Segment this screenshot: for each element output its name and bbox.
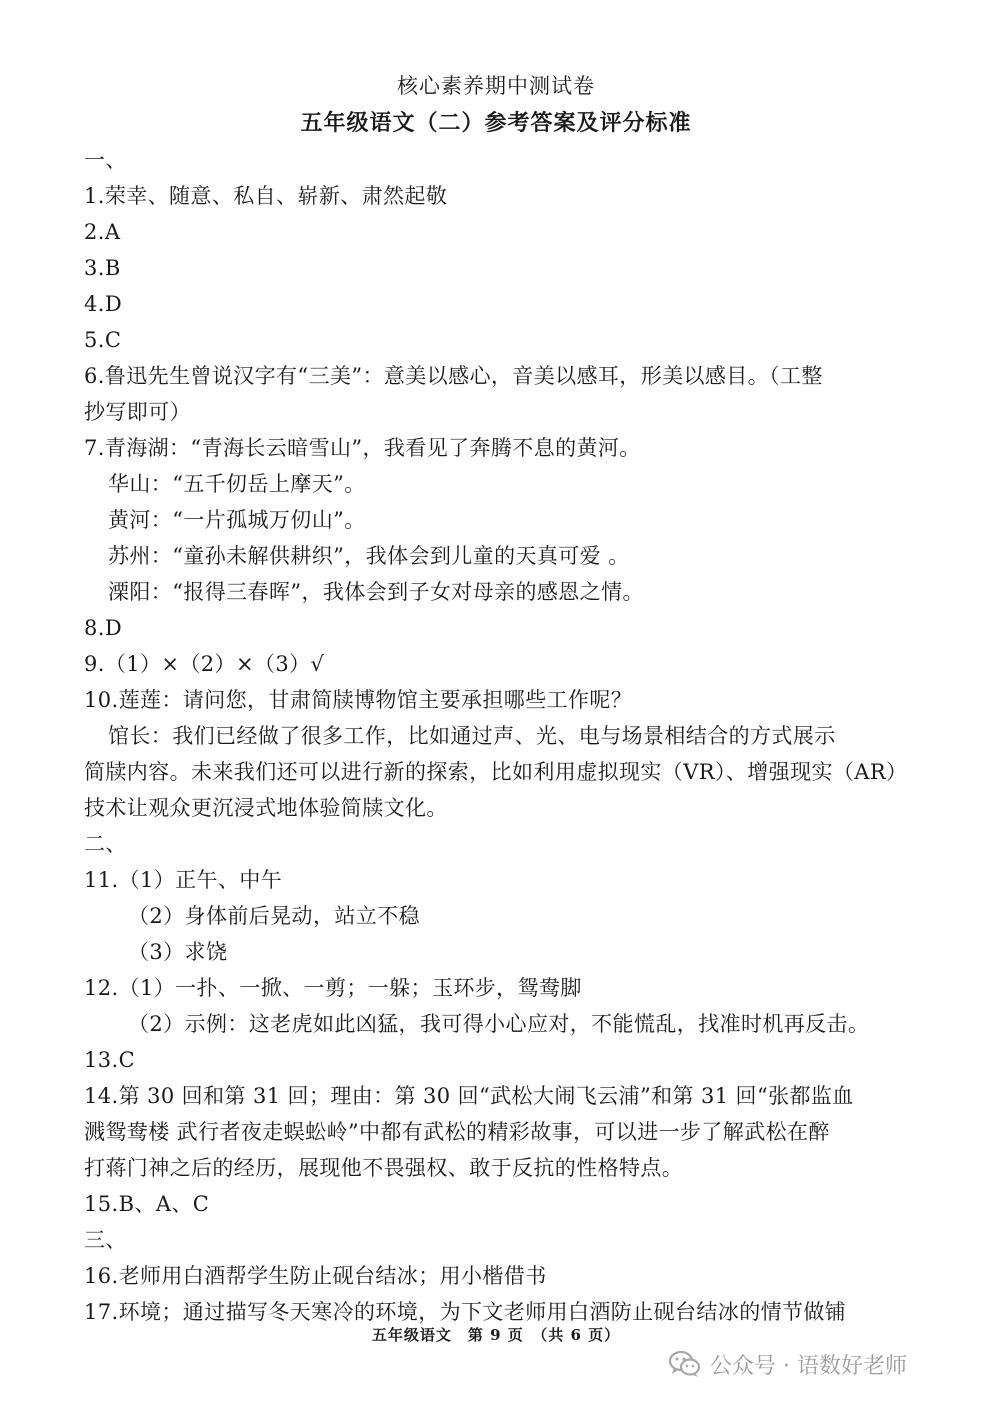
answer-line: 16.老师用白酒帮学生防止砚台结冰；用小楷借书 — [84, 1264, 547, 1288]
answer-line: （2）示例：这老虎如此凶猛，我可得小心应对，不能慌乱，找准时机再反击。 — [128, 1012, 870, 1036]
answer-line: 华山：“五千仞岳上摩天”。 — [108, 472, 366, 496]
watermark — [668, 1344, 907, 1384]
exam-title: 核心素养期中测试卷 — [397, 74, 595, 98]
wechat-icon — [668, 1349, 702, 1379]
answer-line: 17.环境；通过描写冬天寒冷的环境，为下文老师用白酒防止砚台结冰的情节做铺 — [84, 1300, 847, 1324]
answer-line: 抄写即可） — [84, 400, 191, 424]
answer-line: 5.C — [84, 328, 122, 352]
answer-line: 6.鲁迅先生曾说汉字有“三美”：意美以感心，音美以感耳，形美以感目。（工整 — [84, 364, 823, 388]
answer-line: 三、 — [84, 1228, 127, 1252]
answer-line: 馆长：我们已经做了很多工作，比如通过声、光、电与场景相结合的方式展示 — [108, 724, 836, 748]
answer-line: 13.C — [84, 1048, 136, 1072]
answer-list — [84, 142, 914, 1330]
answer-line: 2.A — [84, 220, 121, 244]
answer-line: （2）身体前后晃动，站立不稳 — [128, 904, 420, 928]
answer-line: 4.D — [84, 292, 123, 316]
answer-line: 1.荣幸、随意、私自、崭新、肃然起敬 — [84, 184, 448, 208]
watermark-text: 公众号 · 语数好老师 — [710, 1353, 907, 1379]
answer-line: 10.莲莲：请问您，甘肃简牍博物馆主要承担哪些工作呢？ — [84, 688, 633, 712]
answer-line: 8.D — [84, 616, 123, 640]
answer-line: 二、 — [84, 832, 127, 856]
answer-line: 溧阳：“报得三春晖”，我体会到子女对母亲的感恩之情。 — [108, 580, 644, 604]
answer-line: 12.（1）一扑、一掀、一剪；一躲；玉环步，鸳鸯脚 — [84, 976, 582, 1000]
answer-key-subtitle: 五年级语文（二）参考答案及评分标准 — [300, 110, 692, 136]
answer-line: 打蒋门神之后的经历，展现他不畏强权、敢于反抗的性格特点。 — [84, 1156, 684, 1180]
answer-line: 7.青海湖：“青海长云暗雪山”，我看见了奔腾不息的黄河。 — [84, 436, 641, 460]
answer-line: 14.第 30 回和第 31 回；理由：第 30 回“武松大闹飞云浦”和第 31 回“张都监血 — [84, 1084, 854, 1108]
page-footer: 五年级语文 第 9 页 （共 6 页） — [371, 1326, 621, 1344]
answer-line: 15.B、A、C — [84, 1192, 210, 1216]
answer-line: 黄河：“一片孤城万仞山”。 — [108, 508, 366, 532]
answer-line: 苏州：“童孙未解供耕织”，我体会到儿童的天真可爱 。 — [108, 544, 630, 568]
answer-line: 溅鸳鸯楼 武行者夜走蜈蚣岭”中都有武松的精彩故事，可以进一步了解武松在醉 — [84, 1120, 830, 1144]
answer-line: （3）求饶 — [128, 940, 228, 964]
answer-line: 技术让观众更沉浸式地体验简牍文化。 — [84, 796, 448, 820]
answer-line: 9.（1）×（2）×（3）√ — [84, 652, 325, 676]
answer-line: 11.（1）正午、中午 — [84, 868, 283, 892]
answer-line: 3.B — [84, 256, 121, 280]
answer-line: 一、 — [84, 148, 127, 172]
answer-line: 简牍内容。未来我们还可以进行新的探索，比如利用虚拟现实（VR）、增强现实（AR） — [84, 760, 908, 784]
